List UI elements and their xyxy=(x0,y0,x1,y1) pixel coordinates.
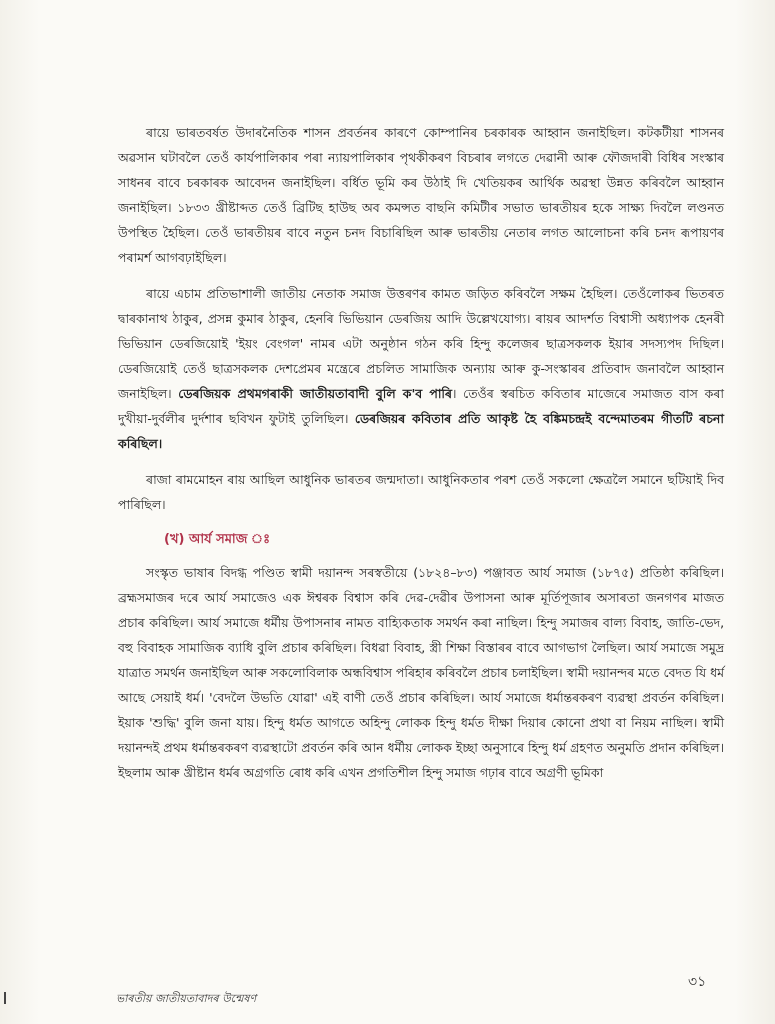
paragraph-2-bold-b: ডেৰজিয়ৰ কবিতাৰ প্ৰতি আকৃষ্ট হৈ বঙ্কিমচন্দ্ৰই বন্দেমাতৰম গীতটি ৰচনা কৰিছিল। xyxy=(118,411,724,451)
paragraph-3 xyxy=(118,467,724,517)
page-content xyxy=(118,120,724,796)
edge-mark xyxy=(4,992,6,1004)
paragraph-2-text-b: । তেওঁৰ স্বৰচিত কবিতাৰ মাজেৰে সমাজত বাস কৰা দুখীয়া-দুৰ্বলীৰ দুৰ্দশাৰ ছবিখন ফুটাই তুলিছিল। xyxy=(118,386,724,426)
page-number: ৩১ xyxy=(688,974,707,990)
paragraph-2-text-a: ৰায়ে এচাম প্ৰতিভাশালী জাতীয় নেতাক সমাজ উত্তৰণৰ কামত জড়িত কৰিবলৈ সক্ষম হৈছিল। তেওঁলোকৰ ভিতৰত দ্বাৰকানাথ ঠাকুৰ, প্ৰসন্ন কুমাৰ ঠাকুৰ, হেনৰি ভিভিয়ান ডেৰজিয় আদি উল্লেখযোগ্য। ৰায়ৰ আদৰ্শত বিশ্বাসী অধ্যাপক হেনৰী ভিভিয়ান ডেৰজিয়োই 'ইয়ং বেংগল' নামৰ এটা অনুষ্ঠান গঠন কৰি হিন্দু কলেজৰ ছাত্ৰসকলক ইয়াৰ সদস্যপদ দিছিল। ডেৰজিয়োই তেওঁ ছাত্ৰসকলক দেশপ্ৰেমৰ মন্ত্ৰেৰে প্ৰচলিত সামাজিক অন্যায় আৰু কু-সংস্কাৰৰ প্ৰতিবাদ জনাবলৈ আহ্বান জনাইছিল। xyxy=(118,286,724,401)
paragraph-1-text: ৰায়ে ভাৰতবৰ্ষত উদাৰনৈতিক শাসন প্ৰবৰ্তনৰ কাৰণে কোম্পানিৰ চৰকাৰক আহ্বান জনাইছিল। কটকটীয়া শাসনৰ অৱসান ঘটাবলৈ তেওঁ কাৰ্যপালিকাৰ পৰা ন্যায়পালিকাৰ পৃথকীকৰণ বিচৰাৰ লগতে দেৱানী আৰু ফৌজদাৰী বিধিৰ সংস্কাৰ সাধনৰ বাবে চৰকাৰক আবেদন জনাইছিল। বৰ্ধিত ভূমি কৰ উঠাই দি খেতিয়কৰ আৰ্থিক অৱস্থা উন্নত কৰিবলৈ আহ্বান জনাইছিল। ১৮৩৩ খ্ৰীষ্টাব্দত তেওঁ ব্ৰিটিছ হাউছ অব কমন্সত বাছনি কমিটীৰ সভাত ভাৰতীয়ৰ হকে সাক্ষ্য দিবলৈ লণ্ডনত উপস্থিত হৈছিল। তেওঁ ভাৰতীয়ৰ বাবে নতুন চনদ বিচাৰিছিল আৰু ভাৰতীয় নেতাৰ লগত আলোচনা কৰি চনদ ৰূপায়ণৰ পৰামৰ্শ আগবঢ়াইছিল। xyxy=(118,125,724,265)
paragraph-2-bold-a: ডেৰজিয়ক প্ৰথমগৰাকী জাতীয়তাবাদী বুলি ক'ব পাৰি xyxy=(178,386,453,401)
page-footer: ভাৰতীয় জাতীয়তাবাদৰ উন্মেষণ xyxy=(116,992,257,1005)
paragraph-1 xyxy=(118,120,724,270)
section-heading: (খ) আৰ্য সমাজ ঃ xyxy=(164,532,271,547)
paragraph-3-text: ৰাজা ৰামমোহন ৰায় আছিল আধুনিক ভাৰতৰ জন্মদাতা। আধুনিকতাৰ পৰশ তেওঁ সকলো ক্ষেত্ৰলৈ সমানে ছটিয়াই দিব পাৰিছিল। xyxy=(118,472,724,512)
paragraph-2 xyxy=(118,281,724,456)
section-paragraph: সংস্কৃত ভাষাৰ বিদগ্ধ পণ্ডিত স্বামী দয়ানন্দ সৰস্বতীয়ে (১৮২৪–৮৩) পঞ্জাবত আৰ্য সমাজ (১৮৭৫) প্ৰতিষ্ঠা কৰিছিল। ব্ৰহ্মসমাজৰ দৰে আৰ্য সমাজেও এক ঈশ্বৰক বিশ্বাস কৰি দেৱ-দেৱীৰ উপাসনা আৰু মূৰ্তিপূজাৰ অসাৰতা জনগণৰ মাজত প্ৰচাৰ কৰিছিল। আৰ্য সমাজে ধৰ্মীয় উপাসনাৰ নামত বাহ্যিকতাক সমৰ্থন কৰা নাছিল। হিন্দু সমাজৰ বাল্য বিবাহ, জাতি-ভেদ, বহু বিবাহক সামাজিক ব্যাধি বুলি প্ৰচাৰ কৰিছিল। বিধৱা বিবাহ, স্ত্ৰী শিক্ষা বিস্তাৰৰ বাবে আগভাগ লৈছিল। আৰ্য সমাজে সমুদ্ৰ যাত্ৰাত সমৰ্থন জনাইছিল আৰু সকলোবিলাক অন্ধবিশ্বাস পৰিহাৰ কৰিবলৈ প্ৰচাৰ চলাইছিল। স্বামী দয়ানন্দৰ মতে বেদত যি ধৰ্ম আছে সেয়াই ধৰ্ম। 'বেদলৈ উভতি যোৱা' এই বাণী তেওঁ প্ৰচাৰ কৰিছিল। আৰ্য সমাজে ধৰ্মান্তৰকৰণ ব্যৱস্থা প্ৰবৰ্তন কৰিছিল। ইয়াক 'শুদ্ধি' বুলি জনা যায়। হিন্দু ধৰ্মত আগতে অহিন্দু লোকক হিন্দু ধৰ্মত দীক্ষা দিয়াৰ কোনো প্ৰথা বা নিয়ম নাছিল। স্বামী দয়ানন্দই প্ৰথম ধৰ্মান্তৰকৰণ ব্যৱস্থাটো প্ৰবৰ্তন কৰি আন ধৰ্মীয় লোকক ইচ্ছা অনুসাৰে হিন্দু ধৰ্ম গ্ৰহণত অনুমতি প্ৰদান কৰিছিল। ইছলাম আৰু খ্ৰীষ্টান ধৰ্মৰ অগ্ৰগতি ৰোধ কৰি এখন প্ৰগতিশীল হিন্দু সমাজ গঢ়াৰ বাবে অগ্ৰণী ভূমিকা xyxy=(118,565,724,780)
